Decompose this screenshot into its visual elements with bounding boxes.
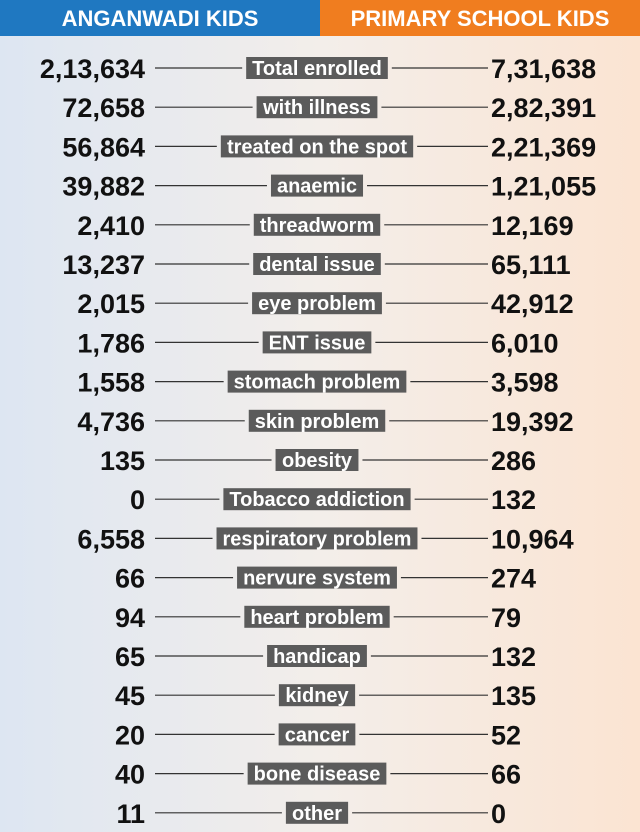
left-value: 39,882 (62, 171, 145, 202)
table-row (100, 446, 536, 476)
row-label: treated on the spot (226, 136, 408, 159)
table-row (77, 407, 573, 437)
table-row (77, 211, 573, 241)
right-value: 42,912 (491, 289, 574, 320)
row-label: skin problem (254, 410, 380, 433)
row-label: bone disease (253, 763, 381, 786)
left-value: 94 (114, 602, 145, 633)
left-value: 66 (114, 563, 145, 594)
table-row (62, 93, 596, 123)
row-label: with illness (263, 97, 371, 120)
right-value: 6,010 (491, 328, 559, 359)
table-row (116, 799, 506, 829)
right-value: 7,31,638 (491, 54, 597, 84)
left-value: 45 (114, 681, 145, 712)
row-label: cancer (284, 724, 350, 747)
row-label: nervure system (243, 567, 391, 590)
row-label: heart problem (250, 606, 384, 629)
right-value: 65,111 (491, 250, 571, 280)
table-row (115, 564, 536, 594)
table-row (115, 603, 521, 633)
table-row (115, 642, 536, 672)
left-value: 4,736 (77, 406, 145, 437)
left-value: 72,658 (62, 93, 145, 124)
right-value: 132 (491, 485, 537, 516)
left-value: 20 (114, 720, 145, 751)
row-label: dental issue (259, 254, 375, 276)
rows-group (40, 54, 596, 829)
right-value: 1,21,055 (491, 171, 597, 202)
right-value: 132 (491, 642, 537, 672)
right-value: 12,169 (491, 210, 574, 241)
left-value: 2,13,634 (39, 54, 145, 84)
table-row (115, 720, 521, 750)
left-value: 56,864 (62, 132, 145, 163)
table-row (62, 172, 596, 202)
right-value: 0 (491, 798, 507, 829)
table-row (77, 289, 573, 319)
table-row (40, 54, 596, 84)
table-row (77, 368, 558, 398)
left-value: 13,237 (62, 250, 145, 280)
right-value: 79 (491, 602, 522, 633)
left-value: 11 (116, 798, 145, 829)
left-value: 1,786 (77, 328, 145, 359)
right-value: 135 (491, 681, 537, 712)
row-label: threadworm (259, 214, 375, 237)
table-row (62, 250, 570, 280)
table-row (77, 328, 558, 358)
row-label: anaemic (276, 175, 358, 198)
right-value: 10,964 (491, 524, 574, 555)
right-value: 274 (491, 563, 537, 594)
right-header-title: PRIMARY SCHOOL KIDS (350, 6, 610, 31)
table-row (115, 681, 536, 711)
left-value: 65 (114, 642, 145, 672)
table-row (130, 485, 536, 515)
row-label: eye problem (258, 293, 376, 316)
row-label: Total enrolled (252, 58, 382, 80)
left-value: 135 (99, 446, 145, 476)
left-value: 0 (129, 485, 145, 516)
right-value: 2,21,369 (491, 132, 597, 163)
row-label: other (292, 802, 342, 825)
left-value: 2,015 (77, 289, 145, 320)
left-value: 2,410 (77, 210, 145, 241)
row-label: ENT issue (268, 332, 366, 355)
row-label: Tobacco addiction (229, 489, 405, 512)
row-label: respiratory problem (222, 528, 412, 551)
left-value: 1,558 (77, 367, 145, 398)
row-label: stomach problem (233, 371, 401, 394)
left-header-title: ANGANWADI KIDS (61, 6, 259, 31)
right-value: 66 (491, 759, 522, 790)
row-label: handicap (273, 646, 361, 668)
row-label: obesity (281, 450, 353, 472)
row-label: kidney (285, 685, 349, 708)
table-row (115, 760, 521, 790)
right-value: 19,392 (491, 406, 574, 437)
right-value: 286 (491, 446, 537, 476)
table-row (77, 524, 573, 554)
left-value: 6,558 (77, 524, 145, 555)
left-value: 40 (114, 759, 145, 790)
right-value: 3,598 (491, 367, 559, 398)
right-value: 52 (491, 720, 522, 751)
right-value: 2,82,391 (491, 93, 597, 124)
table-row (62, 132, 596, 162)
